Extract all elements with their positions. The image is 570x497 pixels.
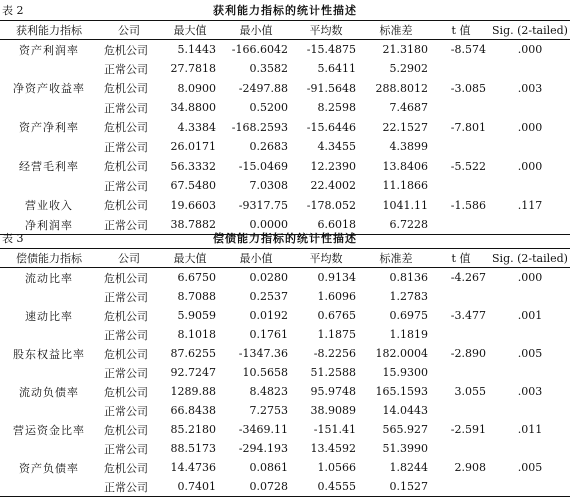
header-sig: Sig. (2-tailed) [492,251,568,265]
max-cell: 87.6255 [170,347,216,360]
metric-cell: 经营毛利率 [19,160,79,174]
sig-cell [490,325,570,344]
sd-cell: 6.7228 [360,215,432,235]
sig-cell [490,477,570,497]
header-mean: 平均数 [309,252,343,265]
metric-cell: 营业收入 [25,199,73,213]
sig-cell: .000 [517,271,543,284]
max-cell: 8.0900 [177,81,216,95]
mean-cell: 5.6411 [317,62,356,76]
company-cell: 正常公司 [104,290,148,304]
mean-cell: 1.1875 [317,328,356,341]
max-cell: 85.2180 [170,423,216,436]
metric-cell: 股东权益比率 [13,347,85,361]
metric-cell [0,287,98,306]
t-value-cell [432,477,490,497]
sig-cell [490,176,570,196]
max-cell: 34.8800 [170,101,216,115]
header-min: 最小值 [239,252,273,265]
t-value-cell: 3.055 [454,385,486,398]
sig-cell: .000 [517,120,543,134]
table2-header-row [0,21,570,40]
max-cell: 67.5480 [170,179,216,193]
sd-cell: 1.2783 [389,290,428,303]
metric-cell [0,439,98,458]
table-row [0,176,570,196]
metric-cell [0,325,98,344]
sig-cell: .005 [517,347,543,360]
mean-cell: -8.2256 [313,347,356,360]
min-cell: 0.3582 [249,62,288,76]
company-cell: 正常公司 [104,404,148,418]
sd-cell: 13.8406 [382,159,428,173]
t-value-cell: -7.801 [450,120,486,134]
sd-cell: 165.1593 [375,385,428,398]
t-value-cell: -5.522 [450,159,486,173]
header-max: 最大值 [173,252,207,265]
company-cell: 正常公司 [104,366,148,380]
company-cell: 危机公司 [104,82,148,96]
table3-title: 偿债能力指标的统计性描述 [213,232,357,245]
table-row [0,439,570,458]
metric-cell: 流动比率 [25,271,73,285]
table3-caption [0,228,570,246]
t-value-cell [432,363,490,382]
table-row [0,344,570,363]
solvency-table [0,248,570,497]
table-row [0,40,570,60]
min-cell: -9317.75 [238,198,288,212]
header-company: 公司 [118,24,140,37]
t-value-cell [432,59,490,79]
min-cell: 0.0192 [249,309,288,322]
min-cell: -15.0469 [238,159,288,173]
company-cell: 危机公司 [104,461,148,475]
mean-cell: 1.0566 [317,461,356,474]
t-value-cell: -4.267 [450,271,486,284]
sd-cell: 5.2902 [389,62,428,76]
company-cell: 危机公司 [104,199,148,213]
min-cell: 0.0280 [249,271,288,284]
min-cell: 8.4823 [249,385,288,398]
max-cell: 5.9059 [177,309,216,322]
sd-cell: 4.3899 [389,140,428,154]
max-cell: 8.1018 [177,328,216,341]
t-value-cell: -1.586 [450,198,486,212]
metric-cell: 速动比率 [25,309,73,323]
table2-title: 获利能力指标的统计性描述 [213,4,357,17]
mean-cell: -178.052 [306,198,356,212]
t-value-cell [432,176,490,196]
mean-cell: 12.2390 [310,159,356,173]
sig-cell [490,401,570,420]
metric-cell: 净资产收益率 [13,82,85,96]
sd-cell: 21.3180 [382,43,428,56]
table-row [0,137,570,157]
mean-cell: -15.4875 [306,43,356,56]
sd-cell: 0.6975 [389,309,428,322]
company-cell: 正常公司 [104,179,148,193]
max-cell: 19.6603 [170,198,216,212]
table-row [0,363,570,382]
mean-cell: 95.9748 [310,385,356,398]
metric-cell [0,363,98,382]
company-cell: 危机公司 [104,271,148,285]
company-cell: 危机公司 [104,160,148,174]
mean-cell: 22.4002 [310,179,356,193]
table-row [0,98,570,118]
header-min: 最小值 [239,24,273,37]
sig-cell: .000 [517,43,543,56]
company-cell: 危机公司 [104,121,148,135]
sig-cell: .005 [517,461,543,474]
min-cell: 7.0308 [249,179,288,193]
table-row [0,477,570,497]
t-value-cell [432,137,490,157]
metric-cell: 营运资金比率 [13,423,85,437]
mean-cell: 0.9134 [317,271,356,284]
company-cell: 危机公司 [104,423,148,437]
mean-cell: 51.2588 [310,366,356,379]
max-cell: 56.3332 [170,159,216,173]
header-sd: 标准差 [379,252,413,265]
sig-cell: .117 [517,198,543,212]
max-cell: 38.7882 [160,215,220,235]
header-metric: 获利能力指标 [16,24,82,37]
company-cell: 危机公司 [104,43,148,57]
sd-cell: 22.1527 [382,120,428,134]
min-cell: 0.0861 [249,461,288,474]
sig-cell: .000 [517,159,543,173]
max-cell: 14.4736 [170,461,216,474]
header-mean: 平均数 [309,24,343,37]
table-row [0,287,570,306]
sd-cell: 1.1819 [389,328,428,341]
sig-cell: .003 [517,385,543,398]
min-cell: -168.2593 [231,120,288,134]
mean-cell: 38.9089 [310,404,356,417]
company-cell: 正常公司 [104,101,148,115]
max-cell: 6.6750 [177,271,216,284]
mean-cell: -91.5648 [306,81,356,95]
sd-cell: 51.3990 [382,442,428,455]
metric-cell [0,176,98,196]
table-row [0,382,570,401]
min-cell: -166.6042 [231,43,288,56]
metric-cell [0,401,98,420]
sig-cell [490,363,570,382]
company-cell: 正常公司 [98,215,160,235]
sig-cell [490,439,570,458]
header-t: t 值 [451,252,471,265]
t-value-cell: 2.908 [454,461,486,474]
sd-cell: 1.8244 [389,461,428,474]
sig-cell: .001 [517,309,543,322]
metric-cell: 资产利润率 [19,43,79,57]
min-cell: 0.5200 [249,101,288,115]
max-cell: 27.7818 [170,62,216,76]
min-cell: 0.0728 [220,477,292,497]
max-cell: 26.0171 [170,140,216,154]
sd-cell: 565.927 [382,423,428,436]
metric-cell [0,98,98,118]
mean-cell: 0.6765 [317,309,356,322]
t-value-cell: -8.574 [450,43,486,56]
profitability-table [0,20,570,235]
sd-cell: 7.4687 [389,101,428,115]
sig-cell [490,98,570,118]
table3-header-row [0,249,570,268]
company-cell: 正常公司 [98,477,160,497]
min-cell: 0.2683 [249,140,288,154]
metric-cell [0,137,98,157]
t-value-cell: -3.477 [450,309,486,322]
header-t: t 值 [451,24,471,37]
mean-cell: -15.6446 [306,120,356,134]
t-value-cell [432,401,490,420]
table-row [0,196,570,216]
mean-cell: 13.4592 [310,442,356,455]
sd-cell: 182.0004 [375,347,428,360]
table-row [0,306,570,325]
header-max: 最大值 [173,24,207,37]
sd-cell: 15.9300 [382,366,428,379]
min-cell: -3469.11 [238,423,288,436]
t-value-cell [432,98,490,118]
table-row [0,79,570,99]
header-sd: 标准差 [379,24,413,37]
table-row [0,118,570,138]
table2-caption [0,0,570,18]
max-cell: 1289.88 [170,385,216,398]
min-cell: 0.1761 [249,328,288,341]
metric-cell [0,59,98,79]
sig-cell [490,287,570,306]
max-cell: 88.5173 [170,442,216,455]
min-cell: -1347.36 [238,347,288,360]
sd-cell: 288.8012 [375,81,428,95]
table-row [0,325,570,344]
min-cell: 0.2537 [249,290,288,303]
mean-cell: 8.2598 [317,101,356,115]
table-row [0,401,570,420]
metric-cell [0,477,98,497]
company-cell: 正常公司 [104,328,148,342]
min-cell: 7.2753 [249,404,288,417]
mean-cell: -151.41 [313,423,356,436]
max-cell: 5.1443 [177,43,216,56]
table2-label: 表 2 [2,4,24,17]
company-cell: 危机公司 [104,309,148,323]
table3-label: 表 3 [2,232,24,245]
max-cell: 0.7401 [160,477,220,497]
max-cell: 66.8438 [170,404,216,417]
sd-cell: 0.8136 [389,271,428,284]
min-cell: 0.0000 [220,215,292,235]
company-cell: 正常公司 [104,140,148,154]
company-cell: 正常公司 [104,62,148,76]
sd-cell: 11.1866 [382,179,428,193]
table-row [0,458,570,477]
t-value-cell [432,439,490,458]
header-metric: 偿债能力指标 [16,252,82,265]
table-row [0,59,570,79]
header-sig: Sig. (2-tailed) [492,23,568,37]
mean-cell: 4.3455 [317,140,356,154]
table-row [0,157,570,177]
company-cell: 危机公司 [104,347,148,361]
metric-cell: 资产净利率 [19,121,79,135]
max-cell: 92.7247 [170,366,216,379]
company-cell: 正常公司 [104,442,148,456]
max-cell: 4.3384 [177,120,216,134]
mean-cell: 1.6096 [317,290,356,303]
min-cell: -294.193 [238,442,288,455]
mean-cell: 6.6018 [292,215,360,235]
t-value-cell [432,325,490,344]
t-value-cell [432,287,490,306]
max-cell: 8.7088 [177,290,216,303]
sd-cell: 14.0443 [382,404,428,417]
company-cell: 危机公司 [104,385,148,399]
t-value-cell: -2.890 [450,347,486,360]
min-cell: -2497.88 [238,81,288,95]
metric-cell: 流动负债率 [19,385,79,399]
sig-cell [490,137,570,157]
table-row [0,420,570,439]
mean-cell: 0.4555 [292,477,360,497]
sd-cell: 1041.11 [382,198,428,212]
sd-cell: 0.1527 [360,477,432,497]
sig-cell: .003 [517,81,543,95]
t-value-cell: -3.085 [450,81,486,95]
metric-cell: 净利润率 [0,215,98,235]
min-cell: 10.5658 [242,366,288,379]
sig-cell: .011 [517,423,543,436]
header-company: 公司 [118,252,140,265]
table-row [0,268,570,288]
t-value-cell: -2.591 [450,423,486,436]
metric-cell: 资产负债率 [19,461,79,475]
sig-cell [490,59,570,79]
